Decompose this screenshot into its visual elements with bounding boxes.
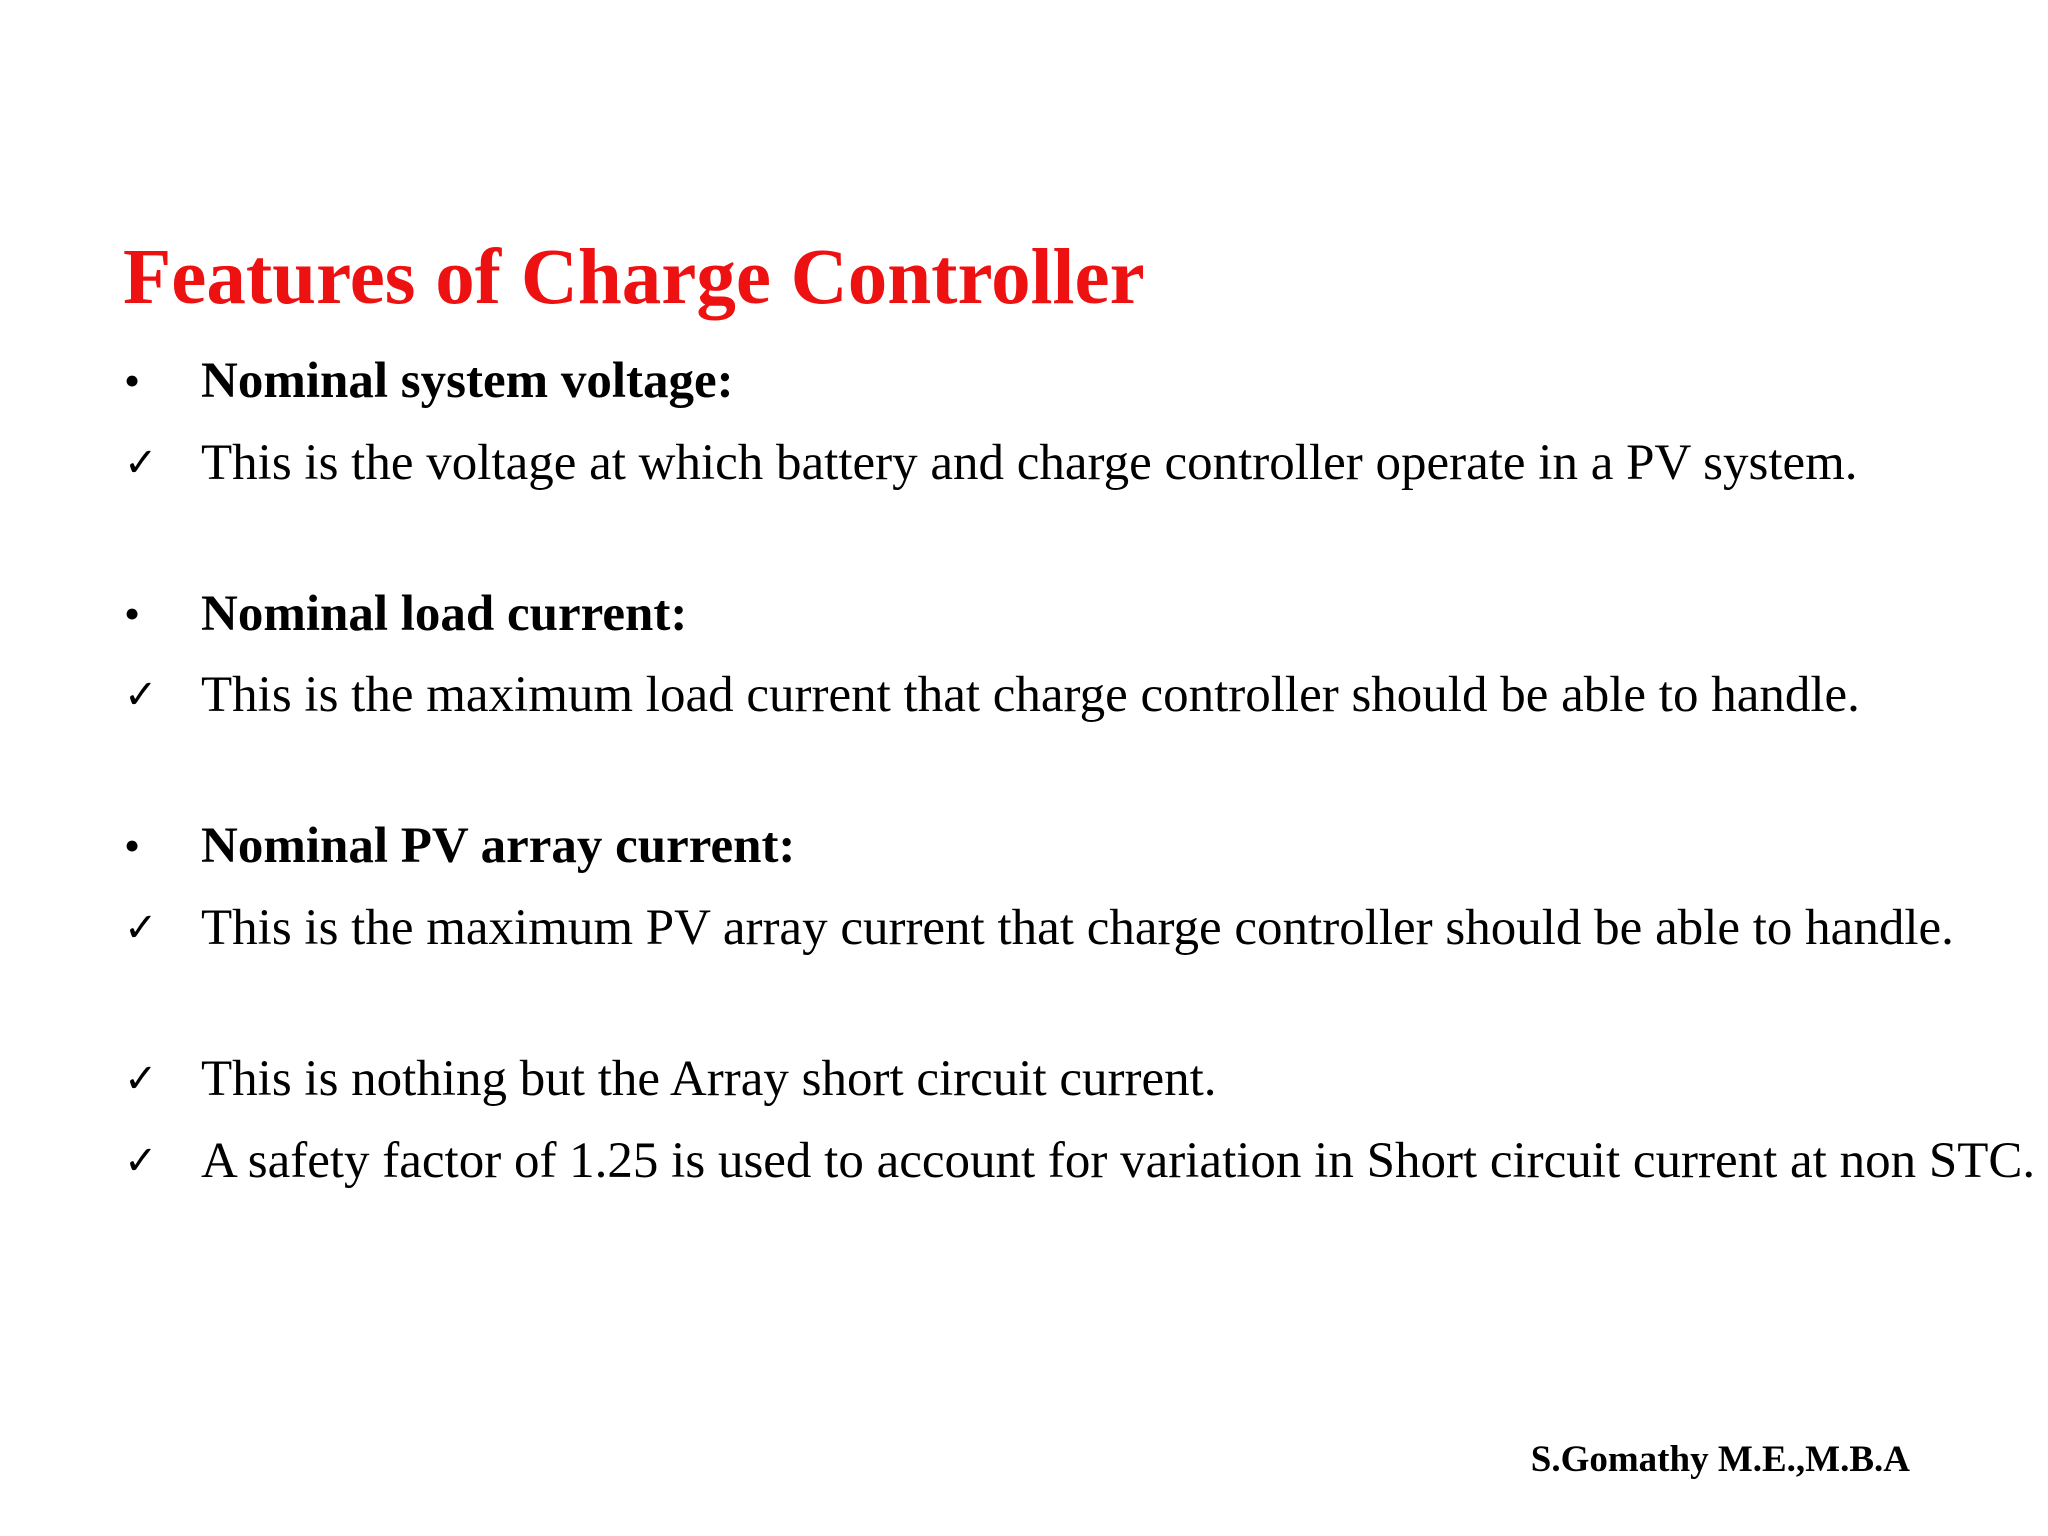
item-description: This is the voltage at which battery and charge controller operate in a PV system. xyxy=(201,435,1858,491)
bullet-icon: • xyxy=(124,820,141,871)
checkmark-icon: ✓ xyxy=(124,905,158,951)
item-description: This is nothing but the Array short circuit current. xyxy=(201,1051,1217,1107)
feature-list xyxy=(124,0,2036,1536)
bullet-icon: • xyxy=(124,588,141,639)
checkmark-icon: ✓ xyxy=(124,672,158,718)
bullet-icon: • xyxy=(124,355,141,406)
item-heading: Nominal PV array current: xyxy=(201,818,796,874)
author-footer: S.Gomathy M.E.,M.B.A xyxy=(1530,1439,1910,1480)
item-description: This is the maximum PV array current that charge controller should be able to handle. xyxy=(201,900,1954,956)
slide-title: Features of Charge Controller xyxy=(123,234,1145,321)
checkmark-icon: ✓ xyxy=(124,440,158,486)
item-description: This is the maximum load current that charge controller should be able to handle. xyxy=(201,667,1860,723)
item-description: A safety factor of 1.25 is used to account for variation in Short circuit current at non STC. xyxy=(201,1133,2036,1189)
item-heading: Nominal load current: xyxy=(201,586,688,642)
item-heading: Nominal system voltage: xyxy=(201,353,734,409)
checkmark-icon: ✓ xyxy=(124,1138,158,1184)
checkmark-icon: ✓ xyxy=(124,1056,158,1102)
